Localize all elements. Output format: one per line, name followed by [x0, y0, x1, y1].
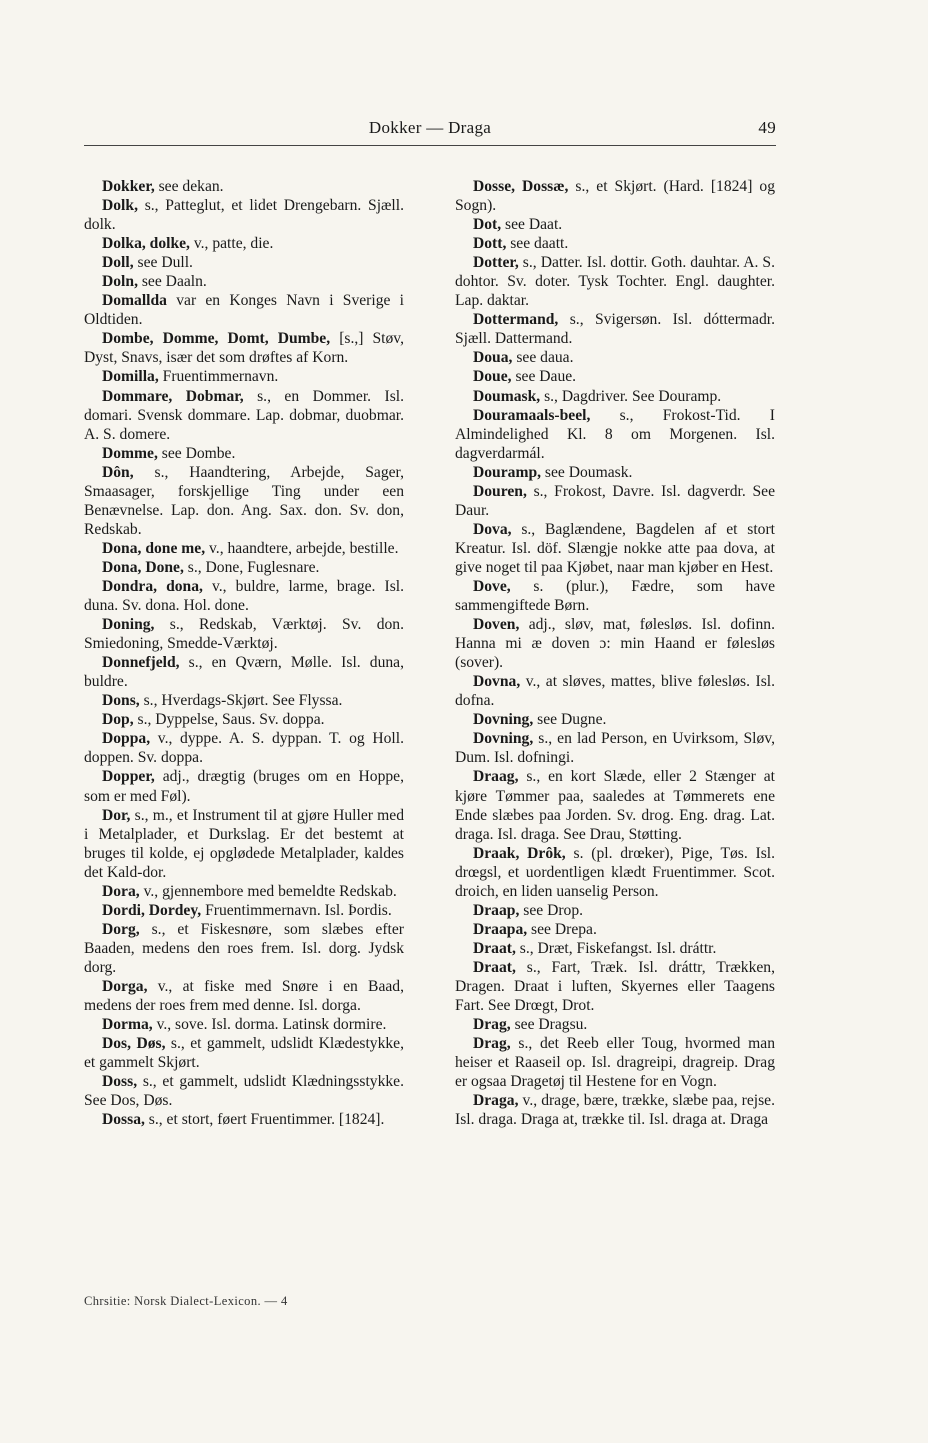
entry-definition: s., et gammelt, udslidt Klædestykke, et gammelt Skjørt. — [84, 1035, 404, 1072]
entry-headword: Drag, — [473, 1035, 511, 1053]
entry-headword: Doss, — [102, 1073, 138, 1091]
dictionary-entry — [84, 1110, 404, 1129]
entry-definition: see Daat. — [501, 216, 563, 234]
dictionary-entry — [84, 901, 404, 920]
dictionary-entry — [455, 1034, 775, 1091]
entry-definition: s., en kort Slæde, eller 2 Stænger at kjøre Tømmer paa, saaledes at Tømmerets ene Ende slæbes paa Jorden. Sv. drog. Eng. drag. Lat. draga. Isl. draga. See Drau, Støtting. — [455, 768, 775, 843]
dictionary-entry — [455, 177, 775, 215]
entry-headword: Dottermand, — [473, 311, 559, 329]
entry-definition: v., haandtere, arbejde, bestille. — [205, 539, 399, 557]
entry-headword: Dove, — [473, 577, 511, 595]
dictionary-entry — [84, 1015, 404, 1034]
dictionary-entry — [455, 615, 775, 672]
entry-headword: Doning, — [102, 616, 155, 634]
dictionary-entry — [455, 348, 775, 367]
entry-definition: adj., drægtig (bruges om en Hoppe, som er med Føl). — [84, 768, 404, 805]
entry-definition: Fruentimmernavn. Isl. Þordis. — [201, 901, 392, 919]
entry-headword: Draag, — [473, 768, 519, 786]
entry-definition: s., et stort, føert Fruentimmer. [1824]. — [144, 1111, 385, 1129]
dictionary-entry — [84, 558, 404, 577]
entry-headword: Dovna, — [473, 673, 521, 691]
entry-headword: Doll, — [102, 254, 134, 272]
entry-definition: s., Baglændene, Bagdelen af et stort Kreatur. Isl. döf. Slængje nokke atte paa dova, at give noget til paa Kjøbet, naar man kjøber en Hest. — [455, 520, 775, 576]
entry-headword: Dorg, — [102, 920, 140, 938]
entry-definition: s., en Dommer. Isl. domari. Svensk dommare. Lap. dobmar, duobmar. A. S. domere. — [84, 387, 404, 443]
entry-definition: s., Datter. Isl. dottir. Goth. dauhtar. A. S. dohtor. Sv. doter. Tysk Tochter. Engl. daughter. Lap. daktar. — [455, 254, 775, 310]
entry-headword: Draak, Drôk, — [473, 844, 566, 862]
entry-headword: Dovning, — [473, 730, 534, 748]
dictionary-entry — [84, 577, 404, 615]
entry-definition: adj., sløv, mat, følesløs. Isl. dofinn. Hanna mi æ doven ɔ: min Haand er følesløs (sover). — [455, 616, 775, 672]
entry-headword: Doln, — [102, 273, 138, 291]
dictionary-entry — [455, 767, 775, 843]
dictionary-entry — [84, 444, 404, 463]
entry-headword: Dona, Done, — [102, 558, 184, 576]
entry-definition: v., sove. Isl. dorma. Latinsk dormire. — [152, 1016, 387, 1034]
entry-definition: see dekan. — [154, 178, 224, 195]
entry-definition: v., at sløves, mattes, blive følesløs. Isl. dofna. — [455, 673, 775, 710]
entry-definition: see Dragsu. — [510, 1016, 588, 1034]
entry-headword: Dorga, — [102, 977, 148, 995]
dictionary-entry — [84, 387, 404, 444]
dictionary-entry — [455, 729, 775, 767]
entry-headword: Dossa, — [102, 1111, 145, 1129]
dictionary-entry — [455, 310, 775, 348]
entry-definition: s., et gammelt, udslidt Klædningsstykke. See Dos, Døs. — [84, 1073, 404, 1110]
dictionary-entry — [455, 672, 775, 710]
entry-headword: Dorma, — [102, 1016, 153, 1034]
dictionary-entry — [84, 710, 404, 729]
entry-headword: Dôn, — [102, 463, 134, 481]
dictionary-entry — [455, 253, 775, 310]
entry-definition: see daatt. — [506, 235, 569, 253]
dictionary-entry — [84, 272, 404, 291]
entry-headword: Draat, — [473, 958, 516, 976]
entry-headword: Draap, — [473, 901, 520, 919]
dictionary-entry — [84, 977, 404, 1015]
dictionary-entry — [84, 691, 404, 710]
entry-definition: v., patte, die. — [189, 235, 274, 253]
entry-definition: see Daue. — [511, 368, 577, 386]
dictionary-entry — [455, 215, 775, 234]
entry-definition: v., drage, bære, trække, slæbe paa, rejse. Isl. draga. Draga at, trække til. Isl. draga at. Draga — [455, 1092, 775, 1129]
dictionary-entry — [455, 520, 775, 577]
entry-headword: Dova, — [473, 520, 512, 538]
entry-definition: s., Dagdriver. See Douramp. — [540, 387, 722, 405]
entry-definition: v., dyppe. A. S. dyppan. T. og Holl. doppen. Sv. doppa. — [84, 730, 404, 767]
page-title: Dokker — Draga — [368, 118, 492, 137]
dictionary-entry — [455, 367, 775, 386]
entry-definition: see Daaln. — [137, 273, 207, 291]
dictionary-entry — [455, 482, 775, 520]
dictionary-entry — [455, 844, 775, 901]
dictionary-entry — [455, 463, 775, 482]
entry-headword: Douramaals-beel, — [473, 406, 591, 424]
dictionary-entry — [84, 177, 404, 196]
entry-headword: Dot, — [473, 216, 502, 234]
dictionary-entry — [455, 1091, 775, 1129]
entry-definition: v., at fiske med Snøre i en Baad, medens der roes frem med denne. Isl. dorga. — [84, 977, 404, 1015]
entry-headword: Domme, — [102, 444, 158, 462]
dictionary-entry — [84, 291, 404, 329]
entry-headword: Dona, done me, — [102, 539, 206, 557]
dictionary-entry — [84, 367, 404, 386]
entry-headword: Dos, Døs, — [102, 1035, 166, 1053]
entry-headword: Dotter, — [473, 254, 519, 272]
dictionary-entry — [455, 958, 775, 1015]
dictionary-entry — [84, 615, 404, 653]
entry-headword: Draapa, — [473, 920, 528, 938]
header-rule — [84, 145, 776, 146]
entry-definition: see Dombe. — [157, 444, 236, 462]
entry-headword: Dokker, — [102, 178, 155, 195]
entry-definition: s. (plur.), Fædre, som have sammengiftede Børn. — [455, 577, 775, 615]
dictionary-entry — [455, 710, 775, 729]
entry-headword: Drag, — [473, 1016, 511, 1034]
entry-headword: Doumask, — [473, 387, 541, 405]
dictionary-entry — [84, 653, 404, 691]
entry-definition: s., Haandtering, Arbejde, Sager, Smaasager, forskjellige Ting under een Benævnelse. Lap. don. Ang. Sax. don. Sv. don, Redskab. — [84, 463, 404, 538]
entry-headword: Doua, — [473, 349, 513, 367]
dictionary-entry — [455, 920, 775, 939]
dictionary-entry — [84, 767, 404, 805]
entry-definition: [s.,] Støv, Dyst, Snavs, især det som drøftes af Korn. — [84, 330, 404, 367]
entry-definition: s., en lad Person, en Uvirksom, Sløv, Dum. Isl. dofningi. — [455, 730, 775, 767]
entry-definition: see Dull. — [133, 254, 193, 272]
entry-definition: Fruentimmernavn. — [158, 368, 279, 386]
entry-headword: Dolka, dolke, — [102, 235, 190, 253]
entry-headword: Domallda — [102, 292, 167, 310]
entry-headword: Douramp, — [473, 463, 542, 481]
entry-headword: Donnefjeld, — [102, 654, 180, 672]
entry-headword: Domilla, — [102, 368, 159, 386]
entry-definition: s., Patteglut, et lidet Drengebarn. Sjæll. dolk. — [84, 197, 404, 234]
entry-headword: Draat, — [473, 939, 516, 957]
entry-definition: s., Frokost-Tid. I Almindelighed Kl. 8 om Morgenen. Isl. dagverdarmál. — [455, 406, 775, 462]
dictionary-entry — [455, 234, 775, 253]
entry-headword: Dommare, Dobmar, — [102, 387, 244, 405]
dictionary-entry — [84, 329, 404, 367]
entry-definition: s., det Reeb eller Toug, hvormed man heiser et Raaseil op. Isl. dragreipi, dragreip. Drag er ogsaa Dragetøj til Hestene for en Vogn. — [455, 1035, 775, 1091]
entry-headword: Dopper, — [102, 768, 155, 786]
entry-headword: Dora, — [102, 882, 140, 900]
dictionary-entry — [455, 939, 775, 958]
dictionary-entry — [84, 806, 404, 882]
entry-headword: Doue, — [473, 368, 512, 386]
entry-definition: see daua. — [512, 349, 574, 367]
entry-definition: s., en Qværn, Mølle. Isl. duna, buldre. — [84, 654, 404, 691]
dictionary-entry — [84, 253, 404, 272]
entry-headword: Dolk, — [102, 197, 138, 215]
entry-definition: s., et Fiskesnøre, som slæbes efter Baaden, medens den roes frem. Isl. dorg. Jydsk dorg. — [84, 920, 404, 976]
running-header — [84, 118, 776, 142]
entry-headword: Doven, — [473, 616, 520, 634]
entry-headword: Dombe, Domme, Domt, Dumbe, — [102, 330, 331, 348]
entry-headword: Dons, — [102, 692, 140, 710]
entry-definition: var en Konges Navn i Sverige i Oldtiden. — [84, 292, 404, 329]
page-number: 49 — [758, 118, 776, 137]
entry-definition: s., Hverdags-Skjørt. See Flyssa. — [139, 692, 343, 710]
entry-headword: Draga, — [473, 1092, 519, 1110]
dictionary-entry — [84, 539, 404, 558]
entry-definition: s., Frokost, Davre. Isl. dagverdr. See Daur. — [455, 482, 775, 519]
dictionary-entry — [455, 406, 775, 463]
entry-headword: Dop, — [102, 711, 134, 729]
entry-definition: see Drepa. — [527, 920, 597, 938]
dictionary-entry — [84, 463, 404, 539]
dictionary-entry — [84, 920, 404, 977]
entry-definition: s., Dyppelse, Saus. Sv. doppa. — [133, 711, 325, 729]
entry-definition: s., Done, Fuglesnare. — [183, 558, 320, 576]
left-column — [84, 177, 404, 1129]
dictionary-entry — [84, 729, 404, 767]
dictionary-entry — [84, 234, 404, 253]
entry-definition: v., gjennembore med bemeldte Redskab. — [139, 882, 397, 900]
entry-headword: Dosse, Dossæ, — [473, 178, 569, 195]
dictionary-entry — [455, 577, 775, 615]
entry-headword: Dordi, Dordey, — [102, 901, 202, 919]
right-column — [455, 177, 775, 1129]
entry-definition: s., Svigersøn. Isl. dóttermadr. Sjæll. Dattermand. — [455, 311, 775, 348]
entry-definition: s., Redskab, Værktøj. Sv. don. Smiedoning, Smedde-Værktøj. — [84, 616, 404, 653]
entry-definition: v., buldre, larme, brage. Isl. duna. Sv. dona. Hol. done. — [84, 577, 404, 615]
entry-headword: Dor, — [102, 806, 131, 824]
entry-definition: s., Dræt, Fiskefangst. Isl. dráttr. — [515, 939, 717, 957]
entry-definition: s. (pl. drœker), Pige, Tøs. Isl. drœgsl, et uordentligen klædt Fruentimmer. Scot. droich, en liden uanselig Person. — [455, 844, 776, 900]
dictionary-entry — [455, 1015, 775, 1034]
entry-headword: Dondra, dona, — [102, 577, 203, 595]
page-footer: Chrsitie: Norsk Dialect-Lexicon. — 4 — [84, 1294, 288, 1308]
entry-headword: Doppa, — [102, 730, 151, 748]
dictionary-entry — [84, 196, 404, 234]
dictionary-entry — [84, 882, 404, 901]
dictionary-entry — [455, 901, 775, 920]
entry-headword: Dott, — [473, 235, 507, 253]
entry-definition: see Dugne. — [533, 711, 607, 729]
entry-definition: see Doumask. — [541, 463, 633, 481]
entry-definition: see Drop. — [519, 901, 584, 919]
entry-definition: s., et Skjørt. (Hard. [1824] og Sogn). — [455, 178, 775, 215]
entry-headword: Dovning, — [473, 711, 534, 729]
dictionary-entry — [455, 387, 775, 406]
dictionary-entry — [84, 1072, 404, 1110]
entry-headword: Douren, — [473, 482, 527, 500]
entry-definition: s., Fart, Træk. Isl. dráttr, Trækken, Dragen. Draat i luften, Skyernes eller Taagens Fart. See Drœgt, Drot. — [455, 958, 775, 1015]
entry-definition: s., m., et Instrument til at gjøre Huller med i Metalplader, et Durkslag. Er det bestemt at bruges til kolde, ej opglødede Metalplader, kaldes det Kald-dor. — [84, 806, 404, 881]
dictionary-entry — [84, 1034, 404, 1072]
